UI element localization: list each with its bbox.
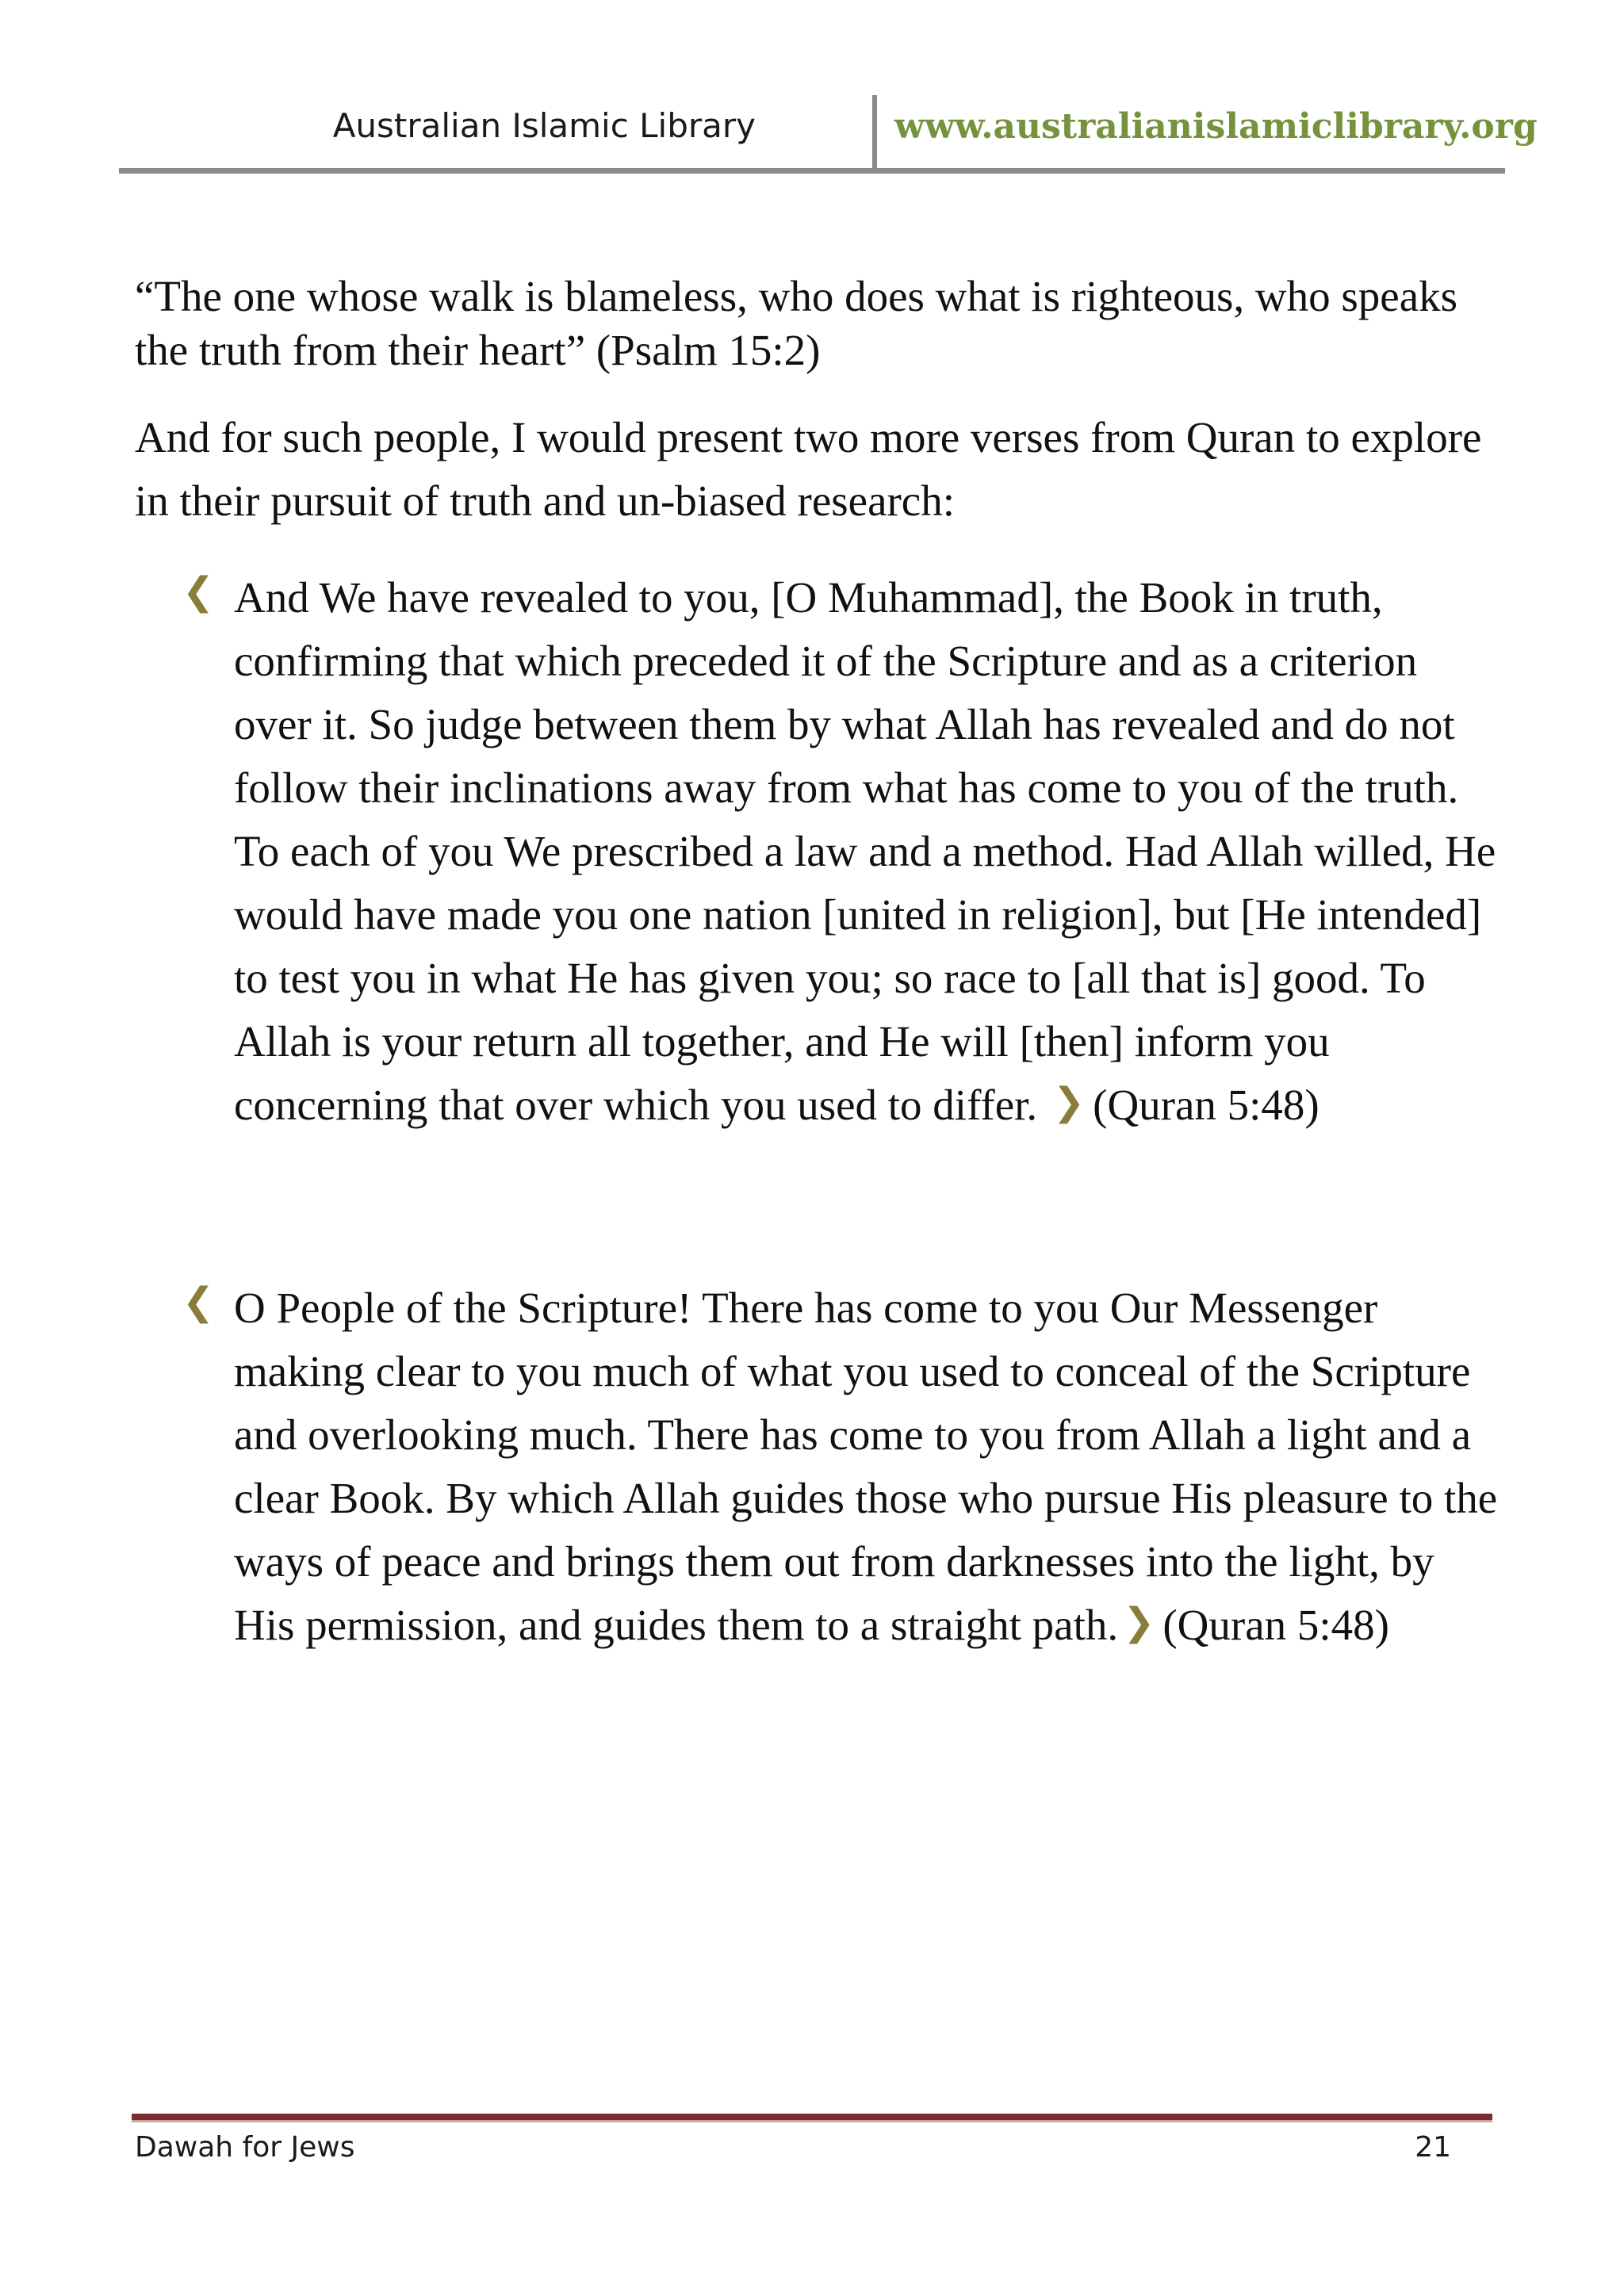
quran-verse <box>135 566 1499 1137</box>
library-name: Australian Islamic Library <box>332 106 756 145</box>
verse-text: And We have revealed to you, [O Muhammad], the Book in truth, confirming that which preceded it of the Scripture and as a criterion over it. So judge between them by what Allah has revealed and do not follow their inclinations away from what has come to you of the truth. To each of you We prescribed a law and a method. Had Allah willed, He would have made you one nation [united in religion], but [He intended] to test you in what He has given you; so race to [all that is] good. To Allah is your return all together, and He will [then] inform you concerning that over which you used to differ. <box>234 573 1496 1129</box>
psalm-quote: “The one whose walk is blameless, who does what is righteous, who speaks the truth from their heart” (Psalm 15:2) <box>135 272 1458 374</box>
page-header <box>119 95 1538 174</box>
verse-citation: (Quran 5:48) <box>1162 1601 1389 1649</box>
header-divider <box>872 95 877 168</box>
verse-text: O People of the Scripture! There has come to you Our Messenger making clear to you much of what you used to conceal of the Scripture and overlooking much. There has come to you from Allah a light and a clear Book. By which Allah guides those who pursue His pleasure to the ways of peace and brings them out from darknesses into the light, by His permission, and guides them to a straight path. <box>234 1284 1498 1649</box>
ornate-open-bracket-icon: ❮ <box>182 1280 215 1324</box>
ornate-close-bracket-icon: ❯ <box>1052 1080 1086 1124</box>
footer-book-title: Dawah for Jews <box>135 2131 355 2164</box>
page-number: 21 <box>1415 2131 1451 2164</box>
quran-verse <box>135 1276 1499 1657</box>
page-content <box>135 270 1499 1657</box>
ornate-close-bracket-icon: ❯ <box>1123 1600 1155 1644</box>
verse-citation: (Quran 5:48) <box>1093 1081 1320 1129</box>
intro-paragraph: And for such people, I would present two more verses from Quran to explore in their pursuit of truth and un-biased research: <box>135 413 1482 525</box>
footer-divider <box>132 2114 1492 2122</box>
ornate-open-bracket-icon: ❮ <box>182 569 215 614</box>
website-link[interactable]: www.australianislamiclibrary.org <box>894 106 1538 147</box>
